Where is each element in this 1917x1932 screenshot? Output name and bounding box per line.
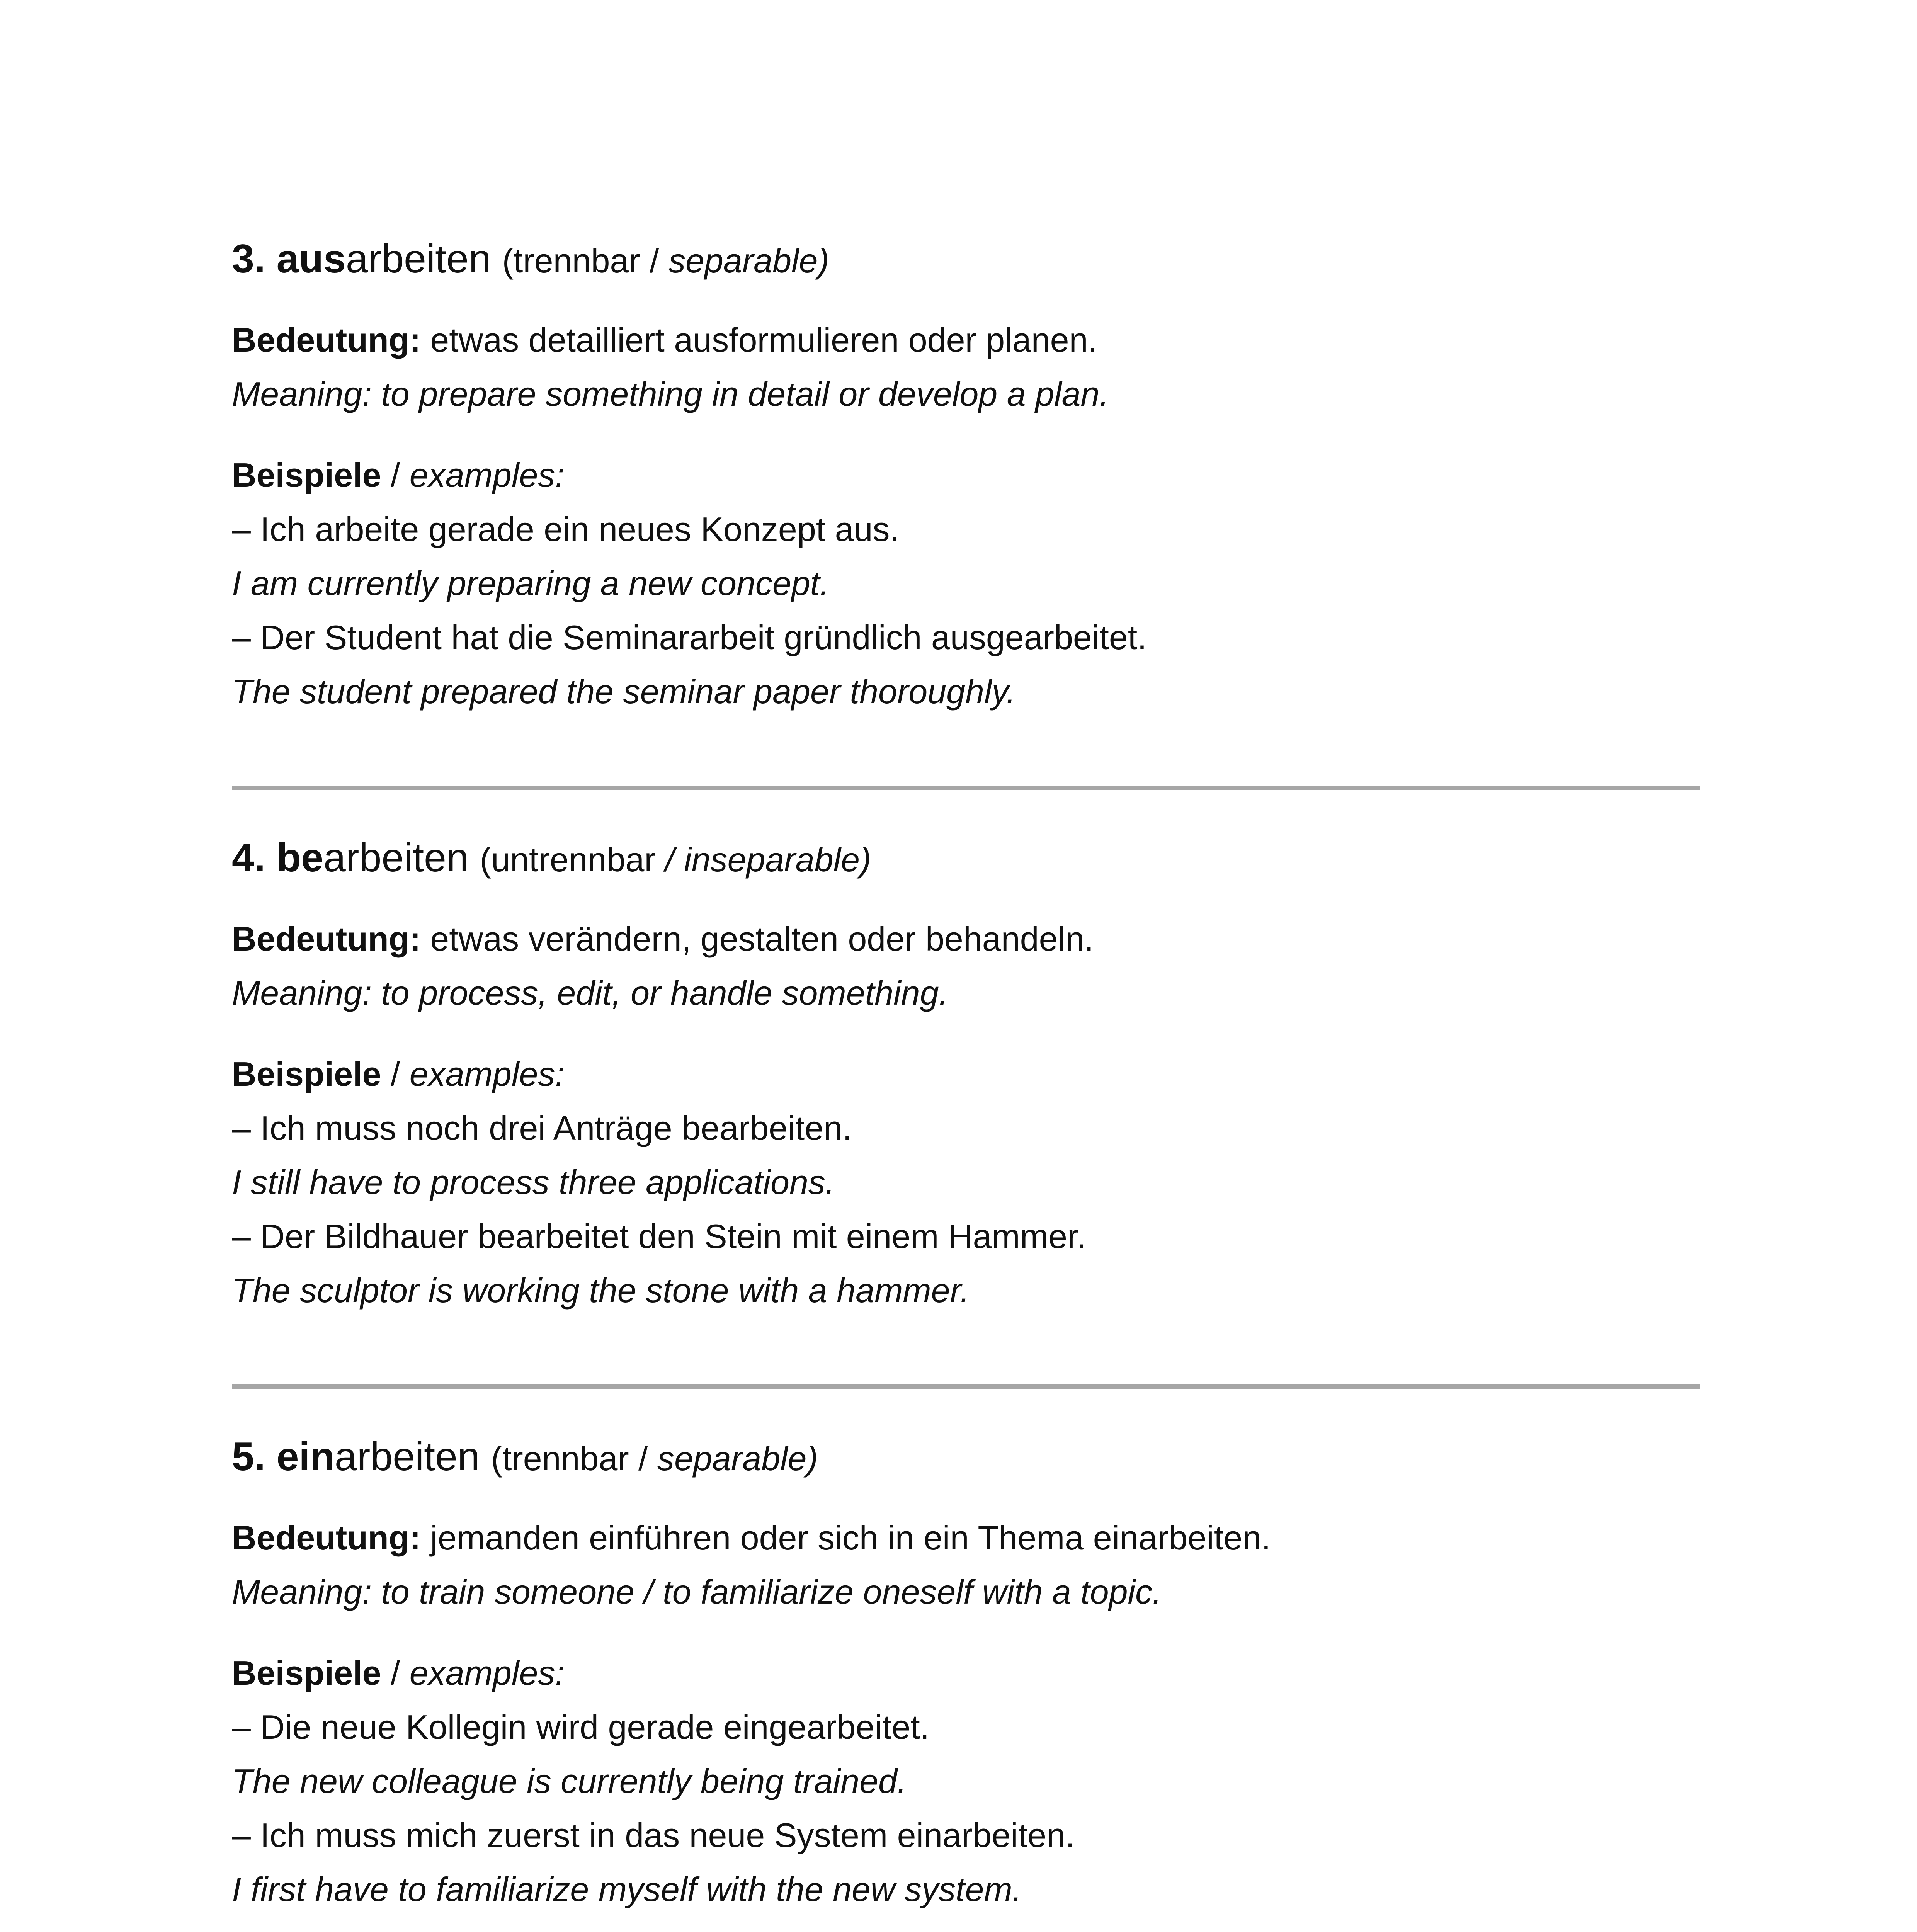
meaning-text: jemanden einführen oder sich in ein Thema einarbeiten. bbox=[430, 1519, 1271, 1557]
meaning-text: etwas verändern, gestalten oder behandeln. bbox=[430, 920, 1094, 958]
document-page bbox=[232, 0, 1700, 1932]
verb-prefix: be bbox=[276, 835, 324, 880]
meaning-en: Meaning: to process, edit, or handle something. bbox=[232, 974, 948, 1012]
verb-stem: arbeiten bbox=[323, 835, 469, 880]
example-en: I first have to familiarize myself with the new system. bbox=[232, 1870, 1022, 1908]
example-de: – Ich muss mich zuerst in das neue System einarbeiten. bbox=[232, 1816, 1075, 1854]
example-de: – Der Bildhauer bearbeitet den Stein mit einem Hammer. bbox=[232, 1217, 1086, 1255]
examples-label: Beispiele bbox=[232, 1055, 381, 1093]
section-divider bbox=[232, 786, 1700, 790]
meaning-de bbox=[232, 916, 1094, 962]
example-en: I still have to process three applications. bbox=[232, 1163, 835, 1201]
examples-separator: / bbox=[381, 456, 410, 494]
example-en: The sculptor is working the stone with a hammer. bbox=[232, 1271, 970, 1310]
example-de: – Der Student hat die Seminararbeit gründlich ausgearbeitet. bbox=[232, 618, 1147, 656]
entry-title bbox=[232, 232, 829, 288]
verb-prefix: ein bbox=[276, 1434, 335, 1479]
examples-label-en: examples: bbox=[409, 1654, 565, 1692]
examples-label-en: examples: bbox=[409, 1055, 565, 1093]
examples-separator: / bbox=[381, 1654, 410, 1692]
entry-number: 3. bbox=[232, 236, 265, 281]
examples-label: Beispiele bbox=[232, 456, 381, 494]
meaning-text: etwas detailliert ausformulieren oder planen. bbox=[430, 321, 1098, 359]
verb-prefix: aus bbox=[276, 236, 346, 281]
examples-heading bbox=[232, 452, 565, 498]
meaning-de bbox=[232, 1515, 1271, 1561]
separability-note: (trennbar / bbox=[491, 1439, 658, 1478]
separability-note: (untrennbar bbox=[480, 840, 665, 879]
example-en: The student prepared the seminar paper thoroughly. bbox=[232, 672, 1016, 711]
example-en: The new colleague is currently being trained. bbox=[232, 1762, 907, 1800]
separability-note-en: / inseparable) bbox=[665, 840, 871, 879]
example-de: – Die neue Kollegin wird gerade eingearbeitet. bbox=[232, 1708, 930, 1746]
example-en: I am currently preparing a new concept. bbox=[232, 564, 829, 602]
verb-stem: arbeiten bbox=[345, 236, 491, 281]
separability-note-en: separable) bbox=[668, 242, 829, 280]
entry-title bbox=[232, 831, 871, 887]
meaning-en: Meaning: to prepare something in detail or develop a plan. bbox=[232, 375, 1109, 413]
meaning-label: Bedeutung: bbox=[232, 321, 421, 359]
meaning-label: Bedeutung: bbox=[232, 920, 421, 958]
examples-heading bbox=[232, 1650, 565, 1696]
example-de: – Ich muss noch drei Anträge bearbeiten. bbox=[232, 1109, 852, 1147]
separability-note: (trennbar / bbox=[502, 242, 669, 280]
entry-number: 5. bbox=[232, 1434, 265, 1479]
examples-label-en: examples: bbox=[409, 456, 565, 494]
meaning-en: Meaning: to train someone / to familiarize oneself with a topic. bbox=[232, 1573, 1162, 1611]
entry-number: 4. bbox=[232, 835, 265, 880]
separability-note-en: separable) bbox=[657, 1439, 818, 1478]
examples-heading bbox=[232, 1051, 565, 1097]
examples-separator: / bbox=[381, 1055, 410, 1093]
meaning-de bbox=[232, 317, 1097, 363]
verb-stem: arbeiten bbox=[334, 1434, 480, 1479]
section-divider bbox=[232, 1384, 1700, 1389]
entry-title bbox=[232, 1430, 818, 1486]
example-de: – Ich arbeite gerade ein neues Konzept aus. bbox=[232, 510, 899, 548]
meaning-label: Bedeutung: bbox=[232, 1519, 421, 1557]
examples-label: Beispiele bbox=[232, 1654, 381, 1692]
